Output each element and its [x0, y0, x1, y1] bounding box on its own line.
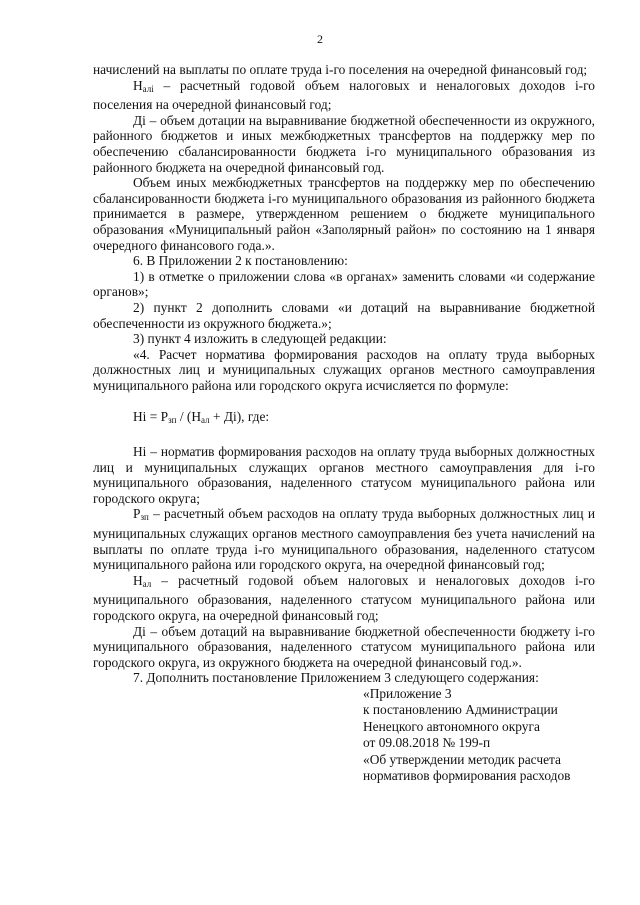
document-body [93, 62, 595, 784]
formula-subscript: ал [201, 415, 210, 426]
paragraph: 7. Дополнить постановление Приложением 3 следующего содержания: [133, 670, 539, 686]
paragraph: 1) в отметке о приложении слова «в органах» заменить словами «и содержание органов»; [93, 268, 595, 300]
definition-text: – расчетный годовой объем налоговых и неналоговых доходов i-го поселения на очередной финансовый год; [93, 77, 595, 113]
symbol-subscript: алi [142, 83, 154, 94]
formula-subscript: зп [168, 415, 177, 426]
symbol-subscript: ал [142, 578, 152, 589]
paragraph: Дi – объем дотаций на выравнивание бюджетной обеспеченности бюджету i-го муниципального образования, наделенного статусом муниципального района или городского округа, из окружного бюджета на очередной финансовый год.». [93, 623, 595, 670]
paragraph-nal-definition [93, 78, 595, 113]
formula-part: / (Н [176, 409, 202, 425]
paragraph: начислений на выплаты по оплате труда i-го поселения на очередной финансовый год; [93, 62, 588, 77]
paragraph: 2) пункт 2 дополнить словами «и дотаций на выравнивание бюджетной обеспеченности из окружного бюджета.»; [93, 299, 595, 331]
symbol: Р [133, 506, 141, 522]
appendix-header [363, 686, 595, 784]
formula [93, 409, 595, 429]
paragraph: Дi – объем дотации на выравнивание бюджетной обеспеченности из окружного, районного бюджетов и иных межбюджетных трансфертов на поддержку мер по обеспечению сбалансированности бюджета i-го муниципального образования из районного бюджета на очередной финансовый год. [93, 112, 595, 175]
paragraph: Объем иных межбюджетных трансфертов на поддержку мер по обеспечению сбалансированности бюджета i-го муниципального образования из районного бюджета принимается в размере, утвержденном решением о бюджете муниципального образования «Муниципальный район «Заполярный район» по состоянию на 1 января очередного финансового года.». [93, 175, 595, 253]
paragraph: «4. Расчет норматива формирования расходов на оплату труда выборных должностных лиц и муниципальных служащих органов местного самоуправления муниципального района или городского округа исчисляется по формуле: [93, 346, 595, 393]
definition-text: – расчетный объем расходов на оплату труда выборных должностных лиц и муниципальных служащих органов местного самоуправления без учета начислений на выплаты по оплате труда i-го муниципального образования, наделенного статусом муниципального района или городского округа, на очередной финансовый год; [93, 506, 595, 573]
symbol-subscript: зп [140, 512, 149, 523]
symbol: Н [133, 572, 143, 588]
paragraph: Нi – норматив формирования расходов на оплату труда выборных должностных лиц и муниципальных служащих органов местного самоуправления для i-го муниципального образования, наделенного статусом муниципального района или городского округа; [93, 444, 595, 506]
appendix-line: «Об утверждении методик расчета [363, 751, 561, 767]
paragraph-nal-definition [93, 573, 595, 624]
definition-text: – расчетный годовой объем налоговых и неналоговых доходов i-го муниципального образования, наделенного статусом муниципального района или городского округа, на очередной финансовый год; [93, 572, 595, 623]
formula-part: + Дi), где: [209, 409, 270, 425]
appendix-line: к постановлению Администрации [363, 702, 558, 718]
appendix-line: «Приложение 3 [363, 685, 452, 701]
page-number: 2 [317, 32, 323, 46]
formula-part: Нi = Р [133, 409, 169, 425]
paragraph-rzp-definition [93, 506, 595, 572]
paragraph: 3) пункт 4 изложить в следующей редакции: [133, 331, 387, 347]
appendix-line: Ненецкого автономного округа [363, 718, 540, 734]
symbol: Н [133, 77, 143, 93]
paragraph: 6. В Приложении 2 к постановлению: [133, 253, 348, 269]
appendix-line: нормативов формирования расходов [363, 768, 571, 783]
appendix-line: от 09.08.2018 № 199-п [363, 735, 491, 751]
